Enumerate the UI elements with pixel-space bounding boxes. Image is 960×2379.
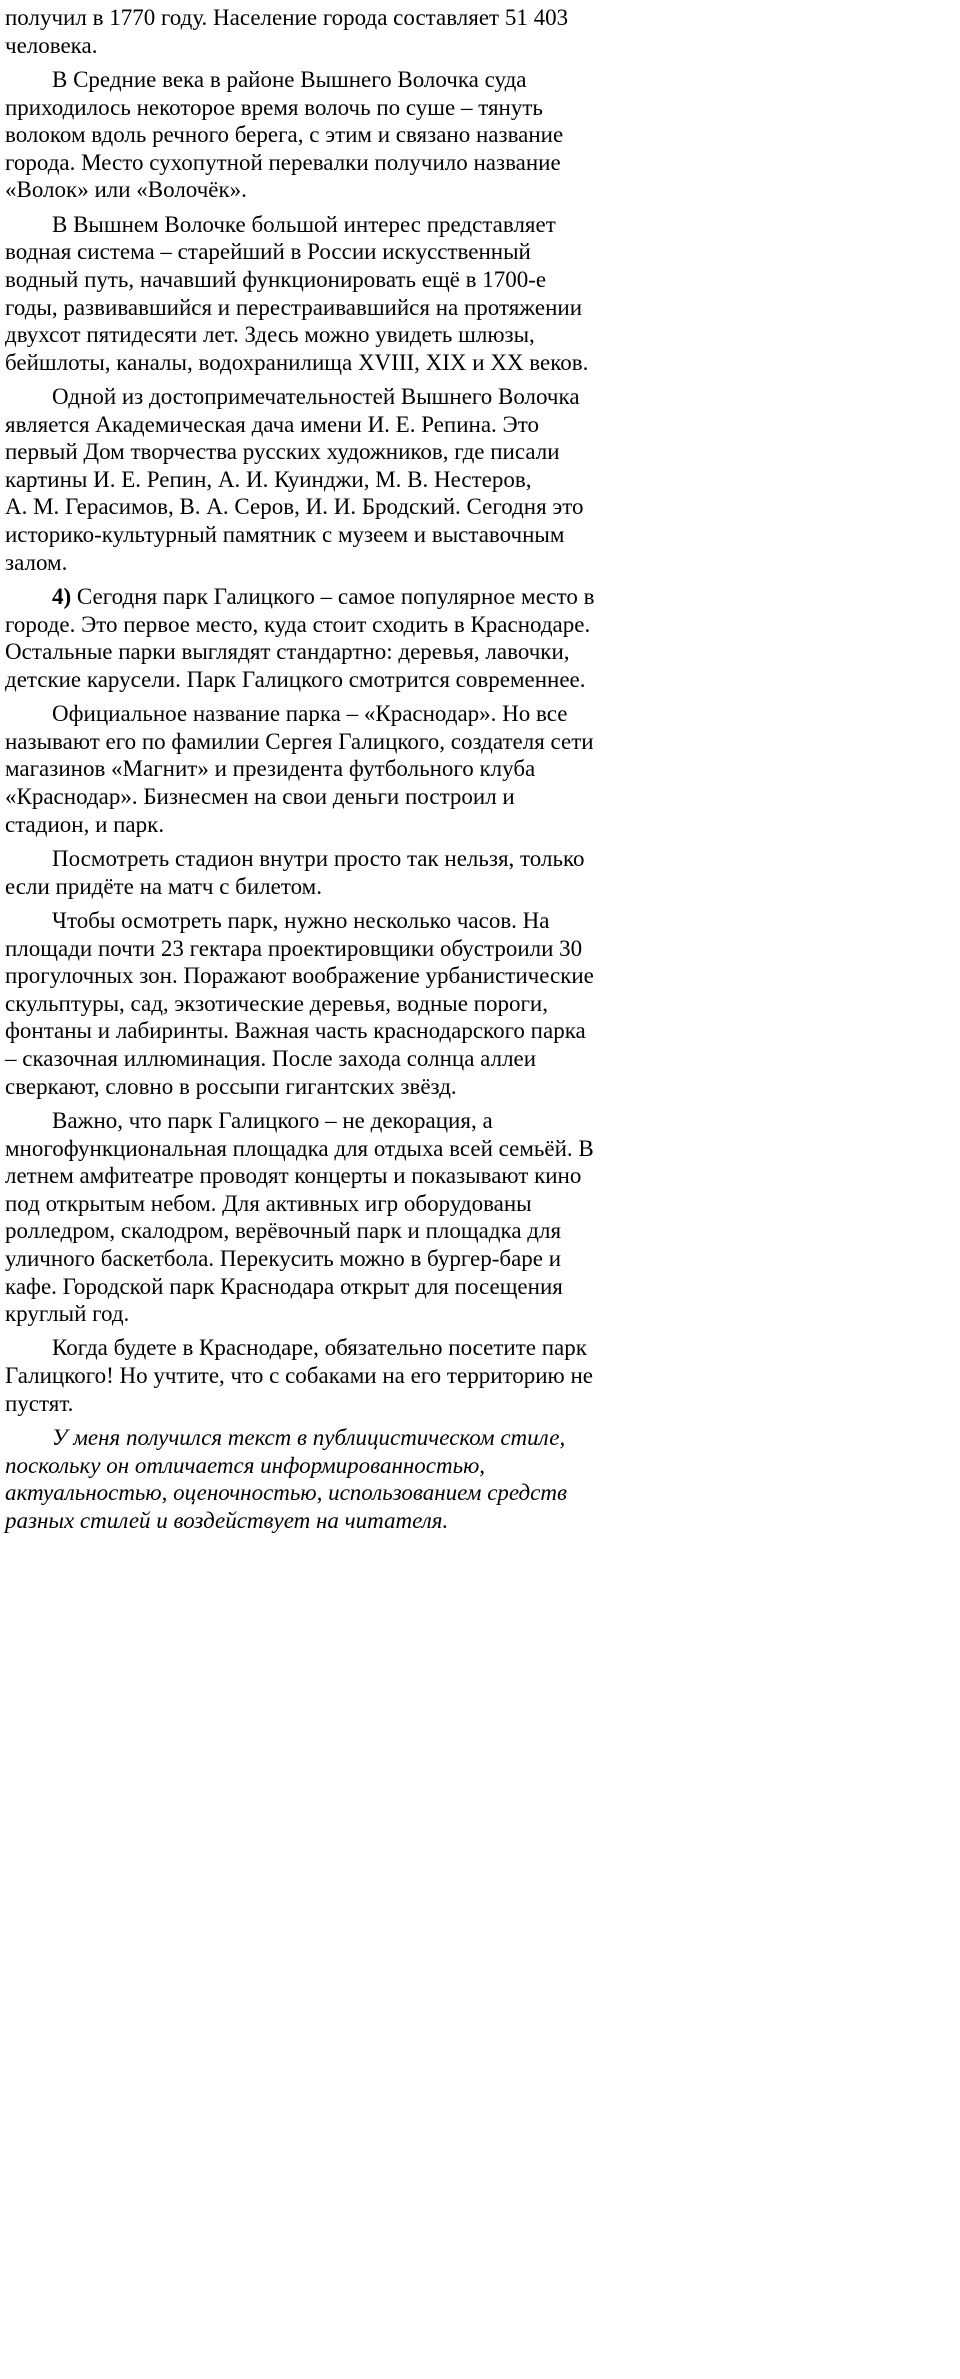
- text-line: скульптуры, сад, экзотические деревья, водные пороги,: [5, 990, 548, 1016]
- text-line: прогулочных зон. Поражают воображение урбанистические: [5, 963, 594, 989]
- text-line: картины И. Е. Репин, А. И. Куинджи, М. В. Нестеров,: [5, 466, 532, 492]
- text-line: приходилось некоторое время волочь по суше – тянуть: [5, 94, 543, 120]
- text-line: городе. Это первое место, куда стоит сходить в Краснодаре.: [5, 611, 591, 637]
- text-line: пустят.: [5, 1390, 74, 1416]
- paragraph-stadium: [5, 845, 633, 900]
- text-line: Чтобы осмотреть парк, нужно несколько часов. На: [52, 907, 550, 933]
- text-line: площади почти 23 гектара проектировщики обустроили 30: [5, 935, 583, 961]
- text-line: бейшлоты, каналы, водохранилища XVIII, XIX и XX веков.: [5, 349, 589, 375]
- text-line: человека.: [5, 32, 98, 58]
- item-number: 4): [52, 584, 72, 610]
- text-line: магазинов «Магнит» и президента футбольного клуба: [5, 756, 536, 782]
- text-line: двухсот пятидесяти лет. Здесь можно увидеть шлюзы,: [5, 322, 535, 348]
- text-line: годы, развивавшийся и перестраивавшийся на протяжении: [5, 294, 583, 320]
- text-line: кафе. Городской парк Краснодара открыт для посещения: [5, 1273, 563, 1299]
- text-line: залом.: [5, 549, 68, 575]
- text-line: «Краснодар». Бизнесмен на свои деньги построил и: [5, 784, 515, 810]
- text-line: – сказочная иллюминация. После захода солнца аллеи: [5, 1045, 537, 1071]
- text-line: под открытым небом. Для активных игр оборудованы: [5, 1190, 532, 1216]
- paragraph-galitsky-park: [5, 583, 633, 693]
- text-line: Одной из достопримечательностей Вышнего Волочка: [52, 384, 580, 410]
- text-line: В Средние века в районе Вышнего Волочка суда: [52, 66, 527, 92]
- text-line: У меня получился текст в публицистическом стиле,: [52, 1425, 566, 1451]
- text-line: сверкают, словно в россыпи гигантских звёзд.: [5, 1073, 457, 1099]
- text-line-content: Сегодня парк Галицкого – самое популярное место в: [71, 584, 595, 610]
- paragraph-park-tour: [5, 907, 633, 1100]
- paragraph-official-name: [5, 700, 633, 838]
- text-line: фонтаны и лабиринты. Важная часть краснодарского парка: [5, 1018, 586, 1044]
- text-line: Важно, что парк Галицкого – не декорация, а: [52, 1107, 493, 1133]
- text-line: разных стилей и воздействует на читателя.: [5, 1507, 449, 1533]
- text-line: Посмотреть стадион внутри просто так нельзя, только: [52, 846, 585, 871]
- text-line: Когда будете в Краснодаре, обязательно посетите парк: [52, 1335, 587, 1361]
- text-line: круглый год.: [5, 1301, 130, 1327]
- paragraph-conclusion: [5, 1424, 633, 1534]
- text-line: водная система – старейший в России искусственный: [5, 239, 531, 265]
- text-line: летнем амфитеатре проводят концерты и показывают кино: [5, 1163, 582, 1189]
- text-line: Официальное название парка – «Краснодар». Но все: [52, 701, 568, 727]
- document-page: [0, 4, 633, 1560]
- paragraph-repin-dacha: [5, 383, 633, 576]
- text-line: актуальностью, оценочностью, использованием средств: [5, 1480, 567, 1506]
- paragraph-water-system: [5, 211, 633, 377]
- text-line: называют его по фамилии Сергея Галицкого, создателя сети: [5, 728, 594, 754]
- text-line: волоком вдоль речного берега, с этим и связано название: [5, 122, 564, 148]
- text-line: уличного баскетбола. Перекусить можно в бургер-баре и: [5, 1245, 562, 1271]
- text-line: первый Дом творчества русских художников, где писали: [5, 439, 560, 465]
- text-line: историко-культурный памятник с музеем и выставочным: [5, 522, 565, 548]
- text-line: многофункциональная площадка для отдыха всей семьёй. В: [5, 1135, 594, 1161]
- text-line: Остальные парки выглядят стандартно: деревья, лавочки,: [5, 639, 570, 665]
- text-line: стадион, и парк.: [5, 811, 165, 837]
- text-line: является Академическая дача имени И. Е. Репина. Это: [5, 411, 539, 437]
- text-line: Галицкого! Но учтите, что с собаками на его территорию не: [5, 1363, 594, 1389]
- paragraph-name-origin: [5, 66, 633, 204]
- paragraph-family-venue: [5, 1107, 633, 1328]
- text-line: поскольку он отличается информированностью,: [5, 1452, 486, 1478]
- text-line: если придёте на матч с билетом.: [5, 873, 322, 899]
- text-line: детские карусели. Парк Галицкого смотрится современнее.: [5, 666, 586, 692]
- text-line: получил в 1770 году. Население города составляет 51 403: [5, 5, 569, 30]
- text-line: В Вышнем Волочке большой интерес представляет: [52, 211, 556, 237]
- text-line: водный путь, начавший функционировать ещё в 1700-е: [5, 266, 547, 292]
- text-line: А. М. Герасимов, В. А. Серов, И. И. Бродский. Сегодня это: [5, 494, 584, 520]
- text-line: города. Место сухопутной перевалки получило название: [5, 149, 561, 175]
- text-line: «Волок» или «Волочёк».: [5, 177, 247, 203]
- text-line: ролледром, скалодром, верёвочный парк и площадка для: [5, 1218, 562, 1244]
- text-line: [5, 583, 633, 611]
- paragraph-visit-advice: [5, 1334, 633, 1417]
- paragraph-population: [5, 4, 633, 59]
